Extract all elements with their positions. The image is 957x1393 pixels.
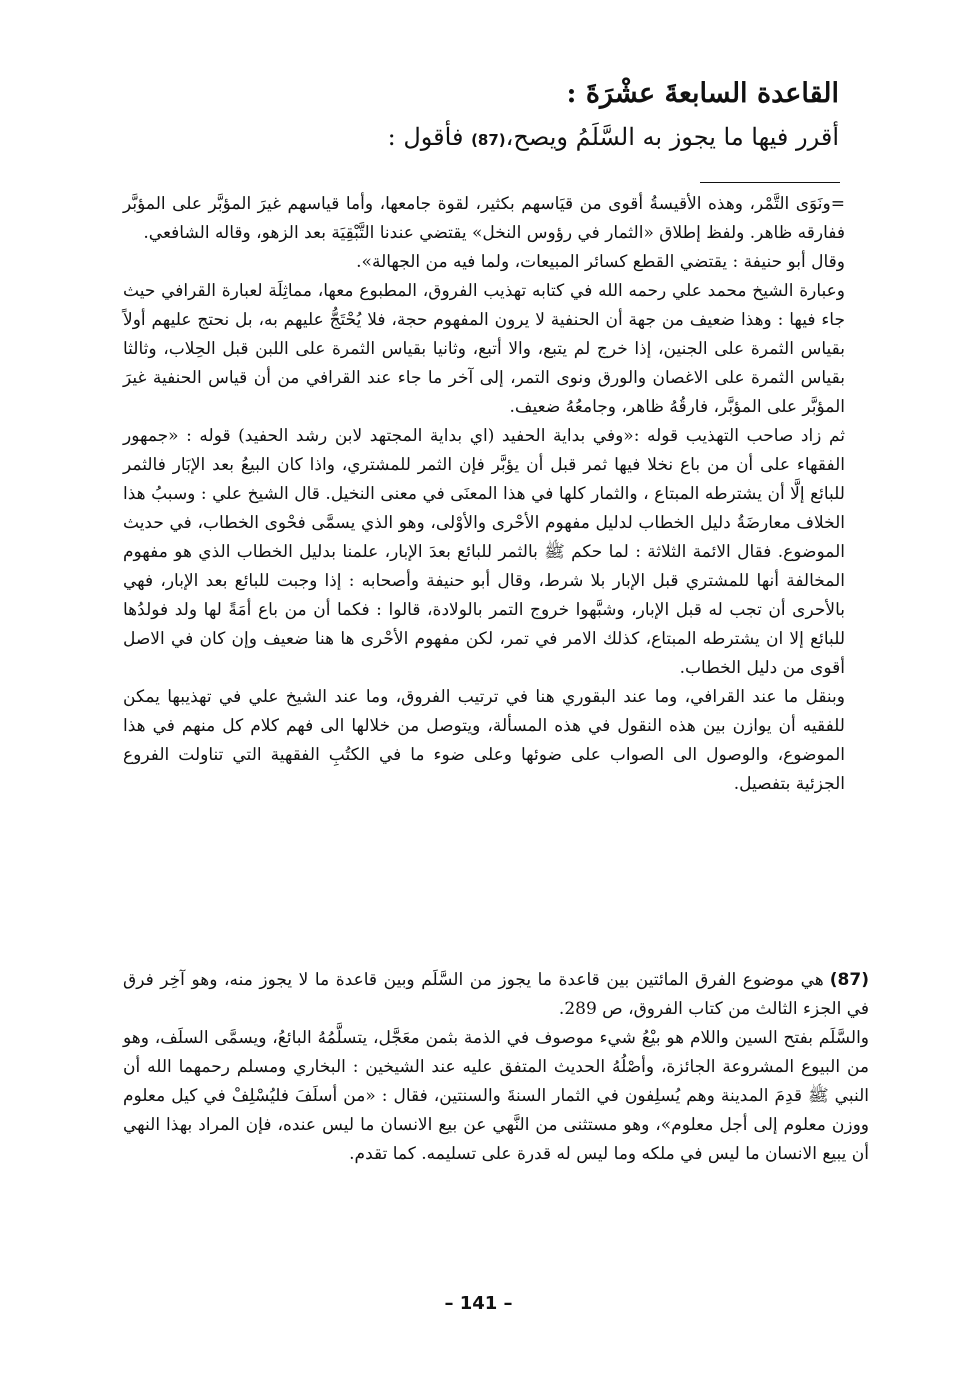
- rule-subheading: [119, 118, 839, 159]
- body-paragraph: وعبارة الشيخ محمد علي رحمه الله في كتابه تهذيب الفروق، المطبوع معها، مماثِلَة لعبارة القرافي حيث جاء فيها : وهذا ضعيف من جهة أن الحنفية لا يرون المفهوم حجة، فلا يُحْتَجُّ عليهم به، بل نحتج عليهم أولاً بقياس الثمرة على الجنين، إذا خرج لم يتبع، والا أتبع، وثانيا بقياس الثمرة على اللبن قبل الحِلاب، وثالثا بقياس الثمرة على الاغصان والورق ونوى التمر، إلى آخر ما جاء عند القرافي من أن قياس الحنفية غيرَ المؤبَّر على المؤبَّر، فارقُهُ ظاهر، وجامعُهُ ضعيف.: [123, 281, 845, 417]
- body-paragraph: =ونَوَى التَّمْر، وهذه الأقيسةُ أقوى من قيَاسهم بكثير، لقوة جامعها، وأما قياسهم غيرَ المؤبَّر على المؤبَّر ففارقه ظاهر. ولفظ إطلاق «الثمار في رؤوس النخل» يقتضي عندنا التَّبْقِيَة بعد الزهو، وقاله الشافعي.: [123, 194, 845, 243]
- footnote-block: [123, 966, 869, 1169]
- footnote-number: (87): [829, 970, 869, 990]
- body-paragraph: وقال أبو حنيفة : يقتضي القطع كسائر المبيعات، ولما فيه من الجهالة».: [356, 252, 845, 272]
- footnote-paragraph: والسَّلَم بفتح السين واللام هو بيْعُ شيء موصوف في الذمة بثمن معَجَّل، يتسلَّمُهُ البائعُ، ويسمَّى السلَف، وهو من البيوع المشروعة الجائزة، وأصْلُهُ الحديث المتفق عليه عند الشيخين : البخاري ومسلم رحمهما الله أن النبي ﷺ قدِمَ المدينة وهم يُسلِفون في الثمار السنةَ والسنتين، فقال : «من أسلَفَ فليُسْلِفْ في كيل معلوم ووزن معلوم إلى أجل معلوم»، وهو مستثنى من النَّهي عن بيع الانسان ما ليس عنده، فإن المراد بهذا النهي أن يبيع الانسان ما ليس في ملكه وما ليس له قدرة على تسليمه. كما تقدم.: [123, 1028, 869, 1164]
- body-paragraph: ثم زاد صاحب التهذيب قوله :«وفي بداية الحفيد (اي بداية المجتهد لابن رشد الحفيد) قوله : «جمهور الفقهاء على أن من باع نخلا فيها ثمر قبل أن يؤبَّر فإن الثمر للمشتري، واذا كان البيعُ بعد الإبَار فالثمر للبائع إلَّا أن يشترطه المبتاع ، والثمار كلها في هذا المعنَى في معنى النخيل. قال الشيخ علي : وسببُ هذا الخلاف معارضَةُ دليل الخطاب لدليل مفهوم الأحْرى والأوْلى، وهو الذي يسمَّى فحْوى الخطاب، في حديث الموضوع. فقال الائمة الثلاثة : لما حكم ﷺ بالثمر للبائع بعدَ الإبار، علمنا بدليل الخطاب الذي هو مفهوم المخالفة أنها للمشتري قبل الإبار بلا شرط، وقال أبو حنيفة وأصحابه : إذا وجبت للبائع بعد الإبار، فهي بالأحرى أن تجب له قبل الإبار، وشبَّهوا خروج التمر بالولادة، قالوا : فكما أن من باع أمَةً لها ولد فولدُها للبائع إلا ان يشترطه المبتاع، كذلك الامر في تمر، لكن مفهوم الأحْرى ها هنا ضعيف وإن كان في الاصل أقوى من دليل الخطاب.: [123, 426, 845, 678]
- footnote-first-line: [123, 966, 869, 1024]
- body-paragraph: وبنقل ما عند القرافي، وما عند البقوري هنا في ترتيب الفروق، وما عند الشيخ علي في تهذيبها يمكن للفقيه أن يوازن بين هذه النقول في هذه المسألة، ويتوصل من خلالها الى فهم كلام كل منهم في هذا الموضوع، والوصول الى الصواب على ضوئها وعلى ضوء ما في الكتُبِ الفقهية التي تناولت الفروع الجزئية بتفصيل.: [123, 687, 845, 794]
- page-number: – 141 –: [444, 1293, 513, 1314]
- footnote-separator: [700, 182, 840, 183]
- footnote-text: هي موضوع الفرق المائتين بين قاعدة ما يجوز من السَّلَم وبين قاعدة ما لا يجوز منه، وهو آخِر فرق في الجزء الثالث من كتاب الفروق، ص 289.: [123, 970, 869, 1019]
- rule-heading: القاعدة السابعةَ عشْرَةَ :: [566, 78, 839, 109]
- body-text: [123, 190, 845, 799]
- subheading-tail: فأقول :: [387, 123, 472, 151]
- subheading-text: أقرر فيها ما يجوز به السَّلَمُ ويصح،: [505, 123, 839, 151]
- footnote-reference[interactable]: (87): [471, 131, 506, 149]
